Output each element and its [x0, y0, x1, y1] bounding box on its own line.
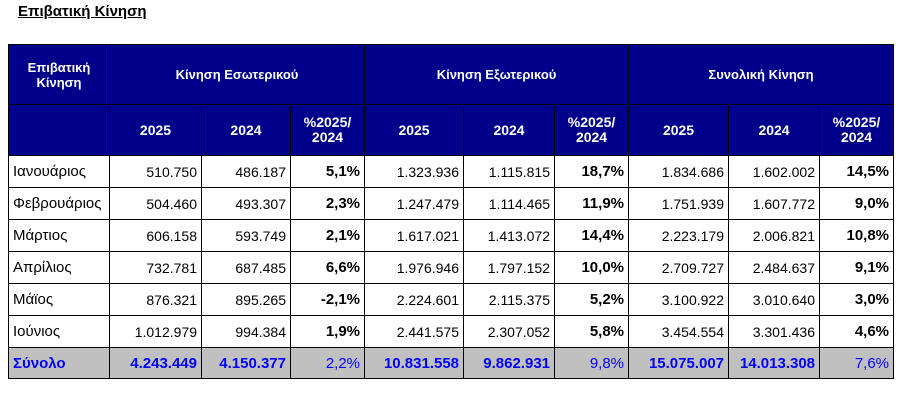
total-pct-cell: 9,8% [555, 348, 629, 379]
table-row [9, 220, 894, 252]
cell: 510.750 [110, 156, 202, 188]
cell: 2.307.052 [464, 316, 555, 348]
header-year-2025: 2025 [629, 105, 729, 156]
total-pct-cell: 2,2% [291, 348, 365, 379]
header-year-2025: 2025 [365, 105, 464, 156]
header-change: %2025/ 2024 [291, 105, 365, 156]
cell: 3.010.640 [729, 284, 820, 316]
header-international: Κίνηση Εξωτερικού [365, 45, 629, 105]
cell: 1.834.686 [629, 156, 729, 188]
pct-cell: 1,9% [291, 316, 365, 348]
header-domestic: Κίνηση Εσωτερικού [110, 45, 365, 105]
total-cell: 10.831.558 [365, 348, 464, 379]
pct-cell: 5,2% [555, 284, 629, 316]
cell: 1.602.002 [729, 156, 820, 188]
cell: 1.751.939 [629, 188, 729, 220]
header-change: %2025/ 2024 [820, 105, 894, 156]
passenger-traffic-table [8, 44, 894, 379]
pct-cell: 18,7% [555, 156, 629, 188]
table-row [9, 316, 894, 348]
header-year-2024: 2024 [464, 105, 555, 156]
cell: 2.115.375 [464, 284, 555, 316]
month-label: Απρίλιος [9, 252, 110, 284]
cell: 1.797.152 [464, 252, 555, 284]
header-total: Συνολική Κίνηση [629, 45, 894, 105]
cell: 504.460 [110, 188, 202, 220]
cell: 3.100.922 [629, 284, 729, 316]
cell: 2.441.575 [365, 316, 464, 348]
header-year-2024: 2024 [729, 105, 820, 156]
pct-cell: 11,9% [555, 188, 629, 220]
cell: 1.617.021 [365, 220, 464, 252]
cell: 1.607.772 [729, 188, 820, 220]
header-change: %2025/ 2024 [555, 105, 629, 156]
total-cell: 15.075.007 [629, 348, 729, 379]
month-label: Ιούνιος [9, 316, 110, 348]
cell: 593.749 [202, 220, 291, 252]
month-label: Ιανουάριος [9, 156, 110, 188]
cell: 687.485 [202, 252, 291, 284]
pct-cell: 9,0% [820, 188, 894, 220]
cell: 493.307 [202, 188, 291, 220]
total-cell: 14.013.308 [729, 348, 820, 379]
pct-cell: 4,6% [820, 316, 894, 348]
cell: 2.006.821 [729, 220, 820, 252]
month-label: Μάϊος [9, 284, 110, 316]
month-label: Φεβρουάριος [9, 188, 110, 220]
header-blank [9, 105, 110, 156]
table-row [9, 188, 894, 220]
cell: 1.323.936 [365, 156, 464, 188]
month-label: Μάρτιος [9, 220, 110, 252]
total-cell: 4.150.377 [202, 348, 291, 379]
cell: 2.223.179 [629, 220, 729, 252]
cell: 2.224.601 [365, 284, 464, 316]
total-label: Σύνολο [9, 348, 110, 379]
cell: 895.265 [202, 284, 291, 316]
header-year-2025: 2025 [110, 105, 202, 156]
page-title: Επιβατική Κίνηση [18, 3, 147, 20]
pct-cell: 10,8% [820, 220, 894, 252]
total-row [9, 348, 894, 379]
header-first-col: Επιβατική Κίνηση [9, 45, 110, 105]
cell: 1.012.979 [110, 316, 202, 348]
cell: 1.976.946 [365, 252, 464, 284]
cell: 606.158 [110, 220, 202, 252]
pct-cell: 9,1% [820, 252, 894, 284]
pct-cell: 14,4% [555, 220, 629, 252]
pct-cell: 6,6% [291, 252, 365, 284]
header-year-2024: 2024 [202, 105, 291, 156]
table-row [9, 252, 894, 284]
cell: 876.321 [110, 284, 202, 316]
total-cell: 9.862.931 [464, 348, 555, 379]
pct-cell: 3,0% [820, 284, 894, 316]
table-row [9, 284, 894, 316]
cell: 3.454.554 [629, 316, 729, 348]
pct-cell: 14,5% [820, 156, 894, 188]
pct-cell: 5,8% [555, 316, 629, 348]
pct-cell: 2,1% [291, 220, 365, 252]
total-cell: 4.243.449 [110, 348, 202, 379]
pct-cell: 10,0% [555, 252, 629, 284]
pct-cell: 2,3% [291, 188, 365, 220]
cell: 486.187 [202, 156, 291, 188]
cell: 994.384 [202, 316, 291, 348]
cell: 1.114.465 [464, 188, 555, 220]
table-row [9, 156, 894, 188]
cell: 1.413.072 [464, 220, 555, 252]
cell: 732.781 [110, 252, 202, 284]
total-pct-cell: 7,6% [820, 348, 894, 379]
cell: 3.301.436 [729, 316, 820, 348]
cell: 2.709.727 [629, 252, 729, 284]
cell: 1.115.815 [464, 156, 555, 188]
cell: 1.247.479 [365, 188, 464, 220]
cell: 2.484.637 [729, 252, 820, 284]
pct-cell: -2,1% [291, 284, 365, 316]
pct-cell: 5,1% [291, 156, 365, 188]
